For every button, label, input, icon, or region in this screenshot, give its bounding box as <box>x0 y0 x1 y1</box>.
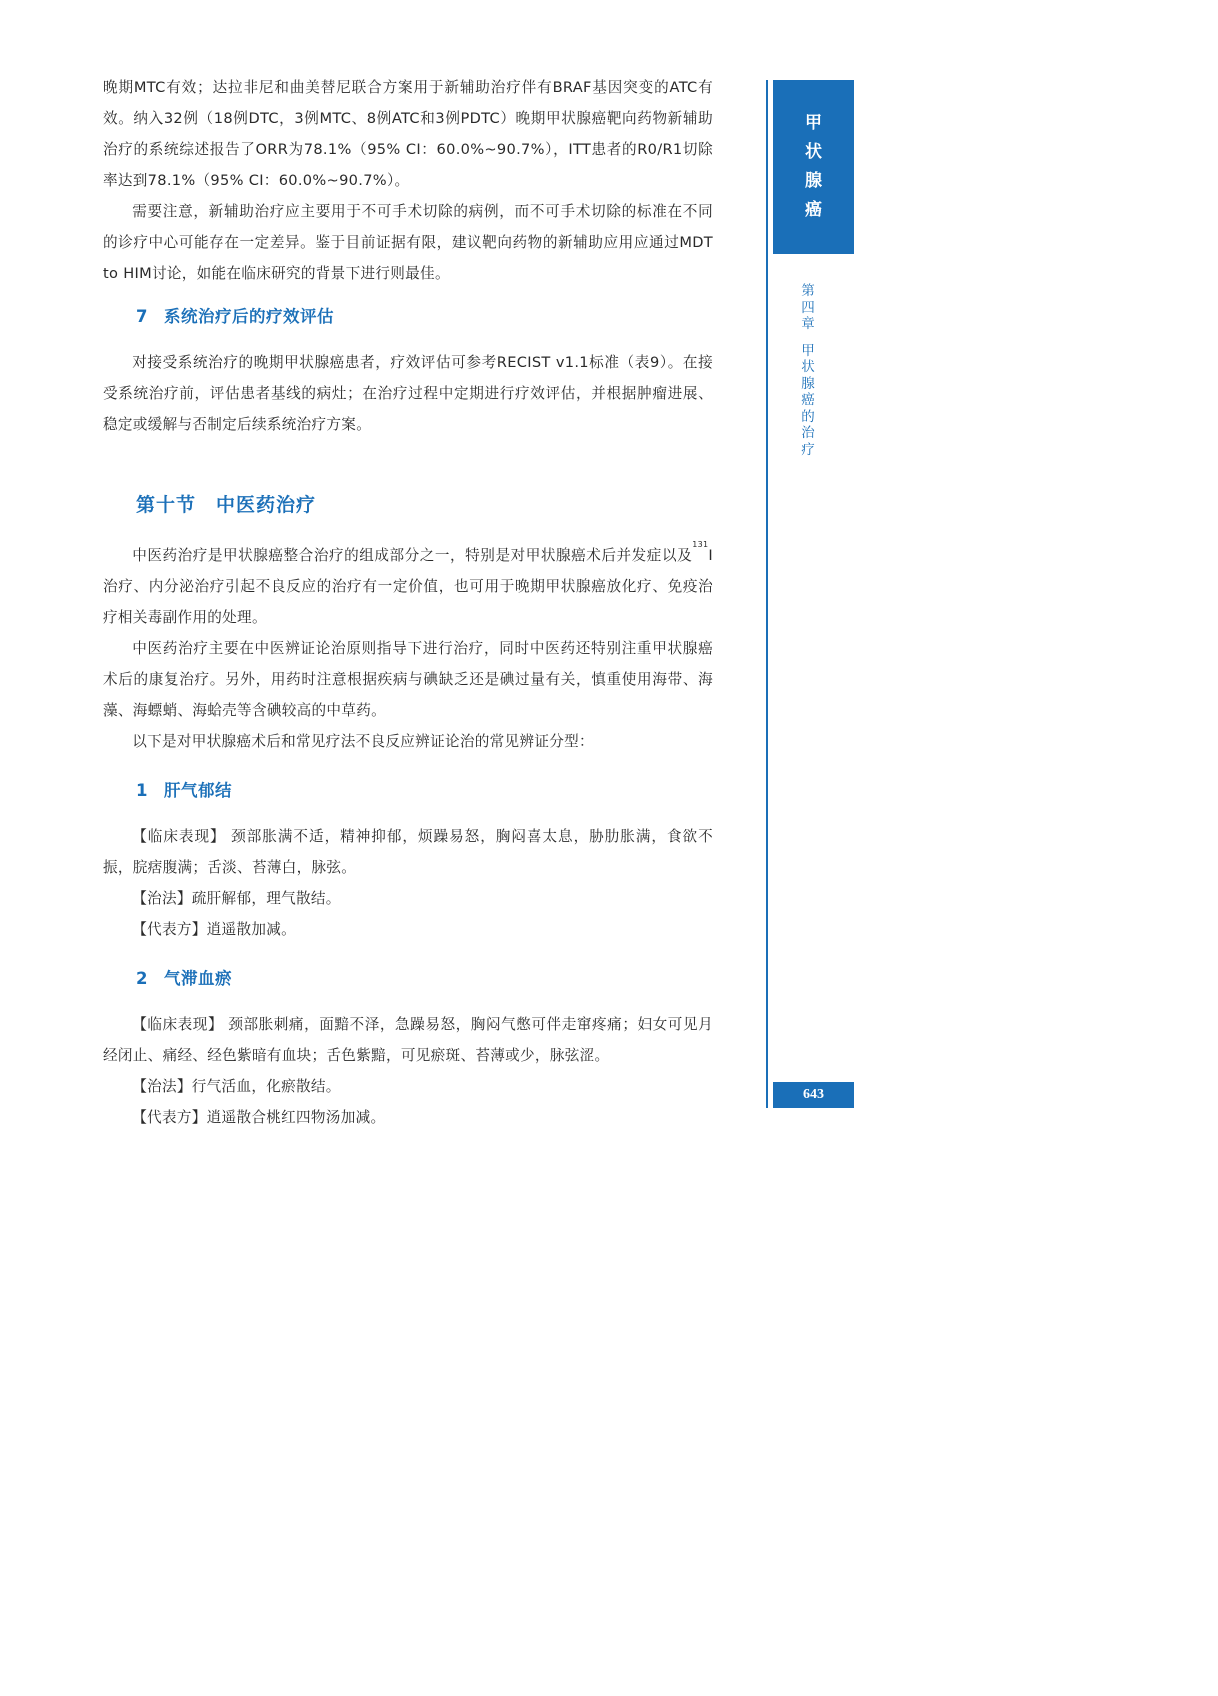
margin-rule <box>766 80 768 1108</box>
paragraph-tcm-principle: 中医药治疗主要在中医辨证论治原则指导下进行治疗，同时中医药还特别注重甲状腺癌术后的康复治疗。另外，用药时注意根据疾病与碘缺乏还是碘过量有关，慎重使用海带、海藻、海螵蛸、海蛤壳等含碘较高的中草药。 <box>103 640 713 719</box>
paragraph-neoadjuvant-note: 需要注意，新辅助治疗应主要用于不可手术切除的病例，而不可手术切除的标准在不同的诊疗中心可能存在一定差异。鉴于目前证据有限，建议靶向药物的新辅助应用应通过MDT to HIM讨论，如能在临床研究的背景下进行则最佳。 <box>103 203 713 282</box>
book-title-char: 状 <box>805 142 822 162</box>
running-chapter-title <box>797 283 819 458</box>
paragraph-formula-2: 【代表方】逍遥散合桃红四物汤加减。 <box>132 1109 386 1126</box>
section-title: 气滞血瘀 <box>163 969 232 988</box>
chapter-title: 甲状腺癌的治疗 <box>801 342 815 458</box>
paragraph-clinical-signs-1: 【临床表现】 颈部胀满不适，精神抑郁，烦躁易怒，胸闷喜太息，胁肋胀满，食欲不振，脘痞腹满；舌淡、苔薄白，脉弦。 <box>103 828 713 876</box>
paragraph-mtc-atc: 晚期MTC有效；达拉非尼和曲美替尼联合方案用于新辅助治疗伴有BRAF基因突变的ATC有效。纳入32例（18例DTC，3例MTC、8例ATC和3例PDTC）晚期甲状腺癌靶向药物新辅助治疗的系统综述报告了ORR为78.1%（95% CI：60.0%~90.7%），ITT患者的R0/R1切除率达到78.1%（95% CI：60.0%~90.7%）。 <box>103 79 713 189</box>
book-title-tab <box>773 80 854 254</box>
section-number: 7 <box>136 307 148 326</box>
chapter-section-label: 第十节 <box>136 494 197 516</box>
book-title-char: 腺 <box>805 171 822 191</box>
page-number: 643 <box>773 1082 854 1108</box>
section-heading-efficacy <box>103 303 713 331</box>
book-title-char: 癌 <box>805 200 822 220</box>
superscript-131: 131 <box>692 540 709 549</box>
chapter-label: 第四章 <box>801 283 815 332</box>
section-heading-liver-qi <box>103 777 713 805</box>
section-number: 2 <box>136 969 148 988</box>
paragraph-treatment-2: 【治法】行气活血，化瘀散结。 <box>132 1078 341 1095</box>
paragraph-tcm-intro: 中医药治疗是甲状腺癌整合治疗的组成部分之一，特别是对甲状腺癌术后并发症以及$^{131}$I治疗、内分泌治疗引起不良反应的治疗有一定价值，也可用于晚期甲状腺癌放化疗、免疫治疗相关毒副作用的处理。 <box>103 540 713 626</box>
book-title-char: 甲 <box>805 113 822 133</box>
section-title: 系统治疗后的疗效评估 <box>163 307 334 326</box>
section-number: 1 <box>136 781 148 800</box>
paragraph-recist: 对接受系统治疗的晚期甲状腺癌患者，疗效评估可参考RECIST v1.1标准（表9）。在接受系统治疗前，评估患者基线的病灶；在治疗过程中定期进行疗效评估，并根据肿瘤进展、稳定或缓解与否制定后续系统治疗方案。 <box>103 354 713 433</box>
chapter-section-heading <box>136 490 713 520</box>
paragraph-treatment-1: 【治法】疏肝解郁，理气散结。 <box>132 890 341 907</box>
section-heading-qi-stagnation <box>103 965 713 993</box>
section-title: 肝气郁结 <box>163 781 232 800</box>
paragraph-formula-1: 【代表方】逍遥散加减。 <box>132 921 297 938</box>
chapter-section-title: 中医药治疗 <box>216 494 317 516</box>
page-content <box>103 72 713 1133</box>
paragraph-clinical-signs-2: 【临床表现】 颈部胀刺痛，面黯不泽，急躁易怒，胸闷气憋可伴走窜疼痛；妇女可见月经闭止、痛经、经色紫暗有血块；舌色紫黯，可见瘀斑、苔薄或少，脉弦涩。 <box>103 1016 713 1064</box>
paragraph-tcm-types-intro: 以下是对甲状腺癌术后和常见疗法不良反应辨证论治的常见辨证分型： <box>132 733 594 750</box>
